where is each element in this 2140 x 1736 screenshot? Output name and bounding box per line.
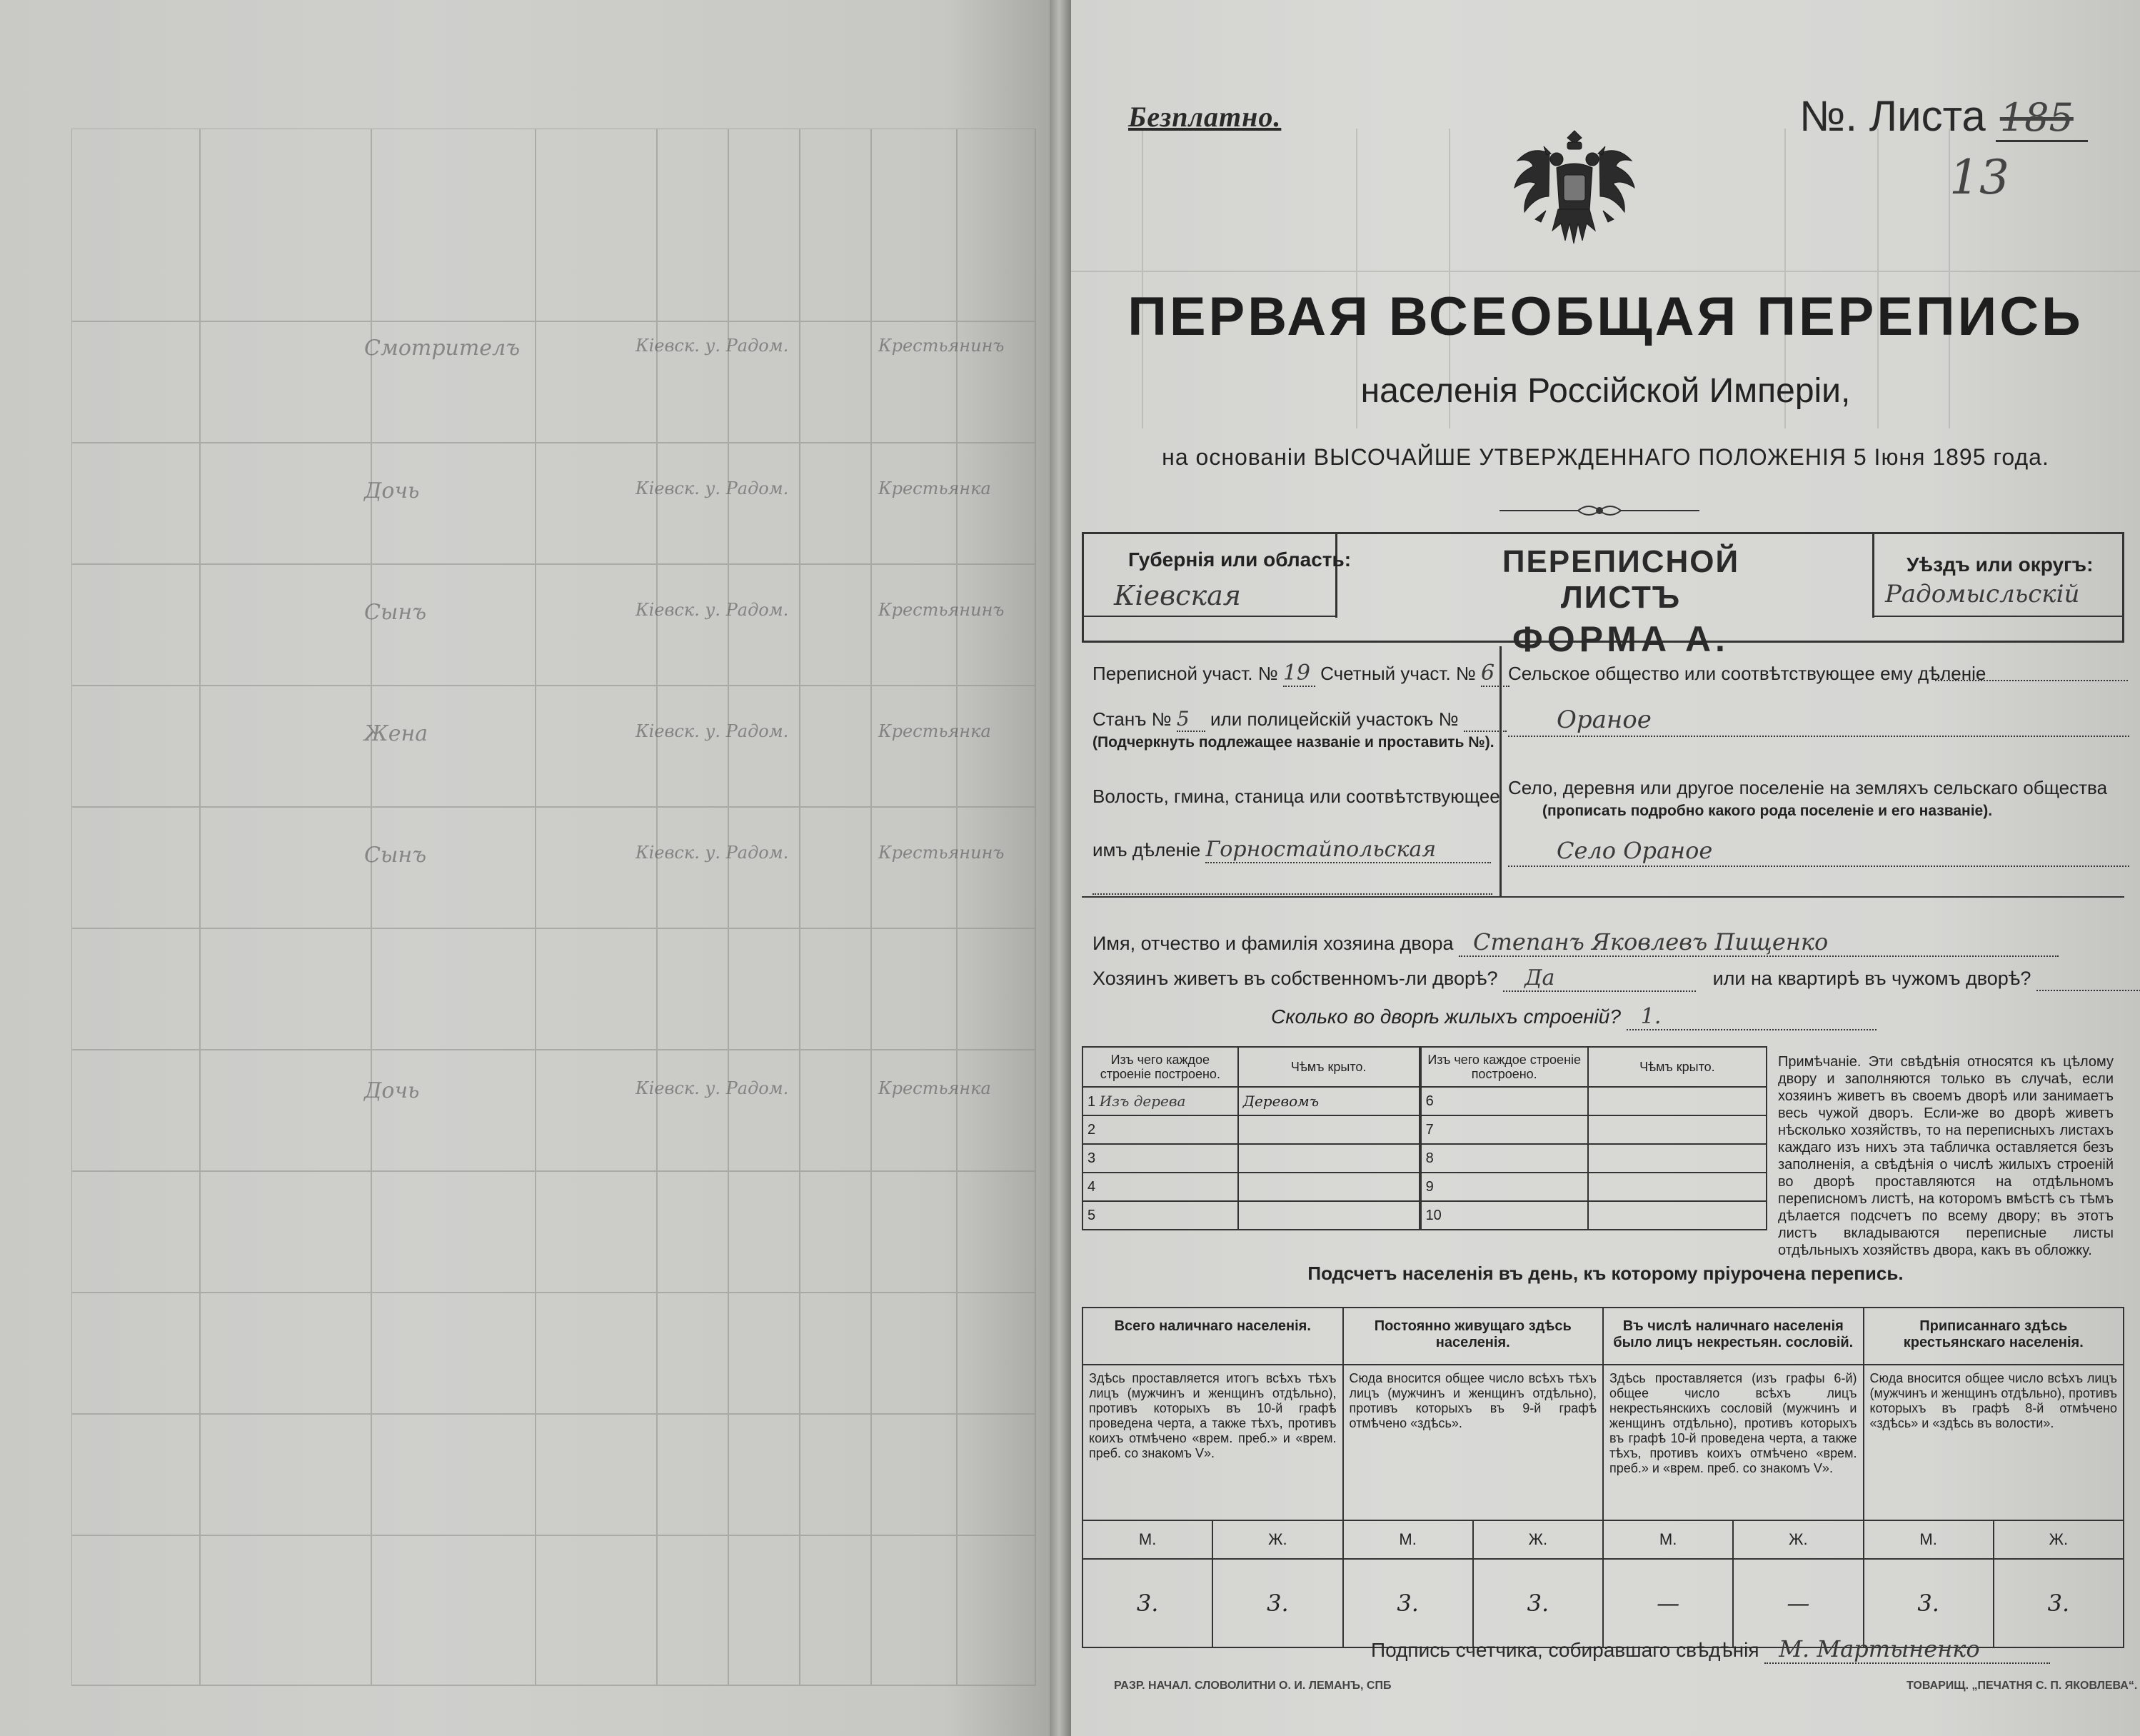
population-mf-row — [1082, 1520, 2124, 1559]
population-head-row — [1082, 1308, 2124, 1365]
census-form-page — [1071, 0, 2140, 1736]
population-head: Въ числѣ наличнаго населенія было лицъ некрестьян. сословій. — [1603, 1308, 1864, 1365]
camp-value: 5 — [1177, 707, 1205, 732]
back-status: Крестьянка — [878, 1078, 991, 1098]
structures-cell: 4 — [1082, 1173, 1238, 1201]
structures-roof — [1588, 1087, 1767, 1115]
population-desc: Сюда вносится общее число всѣхъ тѣхъ лицъ (мужчинъ и женщинъ отдѣльно), противъ которыхъ въ 9-й графѣ отмѣчено «здѣсь». — [1343, 1365, 1604, 1520]
camp-field — [1092, 707, 1507, 732]
structures-cell: 9 — [1420, 1173, 1588, 1201]
back-name: Смотрителъ — [364, 336, 521, 361]
population-desc: Сюда вносится общее число всѣхъ лицъ (мужчинъ и женщинъ отдѣльно), противъ которыхъ въ графѣ 8-й отмѣчено «здѣсь» и «здѣсь въ волости». — [1864, 1365, 2124, 1520]
population-f-value: 3. — [1994, 1559, 2124, 1647]
population-desc: Здѣсь проставляется итогъ всѣхъ тѣхъ лицъ (мужчинъ и женщинъ отдѣльно), противъ которыхъ въ 10-й графѣ проведена черта, а также тѣхъ, противъ коихъ отмѣчено «врем. преб.» и «врем. преб. со знакомъ V». — [1082, 1365, 1343, 1520]
structures-cell: 10 — [1420, 1201, 1588, 1230]
lives-field — [1092, 965, 2140, 992]
structures-cell: 1 Изъ дерева — [1082, 1087, 1238, 1115]
police-label: или полицейскій участокъ № — [1210, 708, 1459, 730]
police-value-blank — [1464, 708, 1507, 732]
society-value-line — [1508, 736, 2129, 737]
structures-row — [1082, 1201, 1767, 1230]
back-status: Крестьянка — [878, 721, 991, 741]
back-name: Сынъ — [364, 843, 427, 868]
society-label-line — [1935, 680, 2128, 681]
province-bottom-rule — [1084, 616, 1337, 617]
population-m-value: 3. — [1343, 1559, 1473, 1647]
structures-col-material: Изъ чего каждое строеніе построено. — [1082, 1047, 1238, 1087]
form-title-line2: ФОРМА А. — [1512, 619, 1729, 659]
structures-cell: 8 — [1420, 1144, 1588, 1173]
structures-cell: 5 — [1082, 1201, 1238, 1230]
population-head: Всего наличнаго населенія. — [1082, 1308, 1343, 1365]
camp-hint: (Подчеркнуть подлежащее названіе и проставить №). — [1092, 734, 1495, 751]
back-status: Крестьянинъ — [878, 600, 1005, 620]
owner-value: Степанъ Яковлевъ Пищенко — [1459, 928, 2059, 957]
structures-table — [1082, 1046, 1767, 1230]
structures-roof — [1238, 1115, 1420, 1144]
census-subtitle: населенія Россійской Имперіи, — [1360, 372, 1851, 410]
back-place: Кіевск. у. Радом. — [636, 721, 789, 741]
census-section-value: 19 — [1283, 661, 1315, 687]
population-head: Постоянно живущаго здѣсь населенія. — [1343, 1308, 1604, 1365]
structures-cell: 6 — [1420, 1087, 1588, 1115]
population-m-value: — — [1603, 1559, 1733, 1647]
back-status: Крестьянка — [878, 478, 991, 498]
owner-field — [1092, 928, 2059, 957]
count-section-value: 6 — [1481, 661, 1509, 687]
camp-label: Станъ № — [1092, 708, 1172, 730]
sheet-number — [1799, 91, 2088, 142]
back-place: Кіевск. у. Радом. — [636, 1078, 789, 1098]
village-hint: (прописать подробно какого рода поселеніе и его названіе). — [1542, 803, 1993, 819]
back-place: Кіевск. у. Радом. — [636, 478, 789, 498]
form-title — [1460, 544, 1782, 660]
census-section-label: Переписной участ. № — [1092, 663, 1278, 684]
volost-extra-line — [1092, 893, 1492, 895]
census-section-field — [1092, 661, 1509, 687]
header-box-right-rule — [2122, 532, 2124, 643]
district-bottom-rule — [1872, 616, 2122, 617]
volost-field — [1092, 837, 1491, 863]
structures-col-material-2: Изъ чего каждое строеніе построено. — [1420, 1047, 1588, 1087]
header-box-top-rule — [1082, 532, 2124, 534]
population-m-value: 3. — [1864, 1559, 1994, 1647]
structures-col-roof: Чѣмъ крыто. — [1238, 1047, 1420, 1087]
buildings-field — [1271, 1004, 1877, 1030]
structures-row — [1082, 1173, 1767, 1201]
signature-label: Подпись счетчика, собиравшаго свѣдѣнія — [1371, 1639, 1759, 1661]
rent-label: или на квартирѣ въ чужомъ дворѣ? — [1712, 968, 2031, 989]
count-section-label: Счетный участ. № — [1320, 663, 1476, 684]
printer-credit-right: ТОВАРИЩ. „ПЕЧАТНЯ С. П. ЯКОВЛЕВА“. — [1907, 1680, 2138, 1692]
header-divider-right — [1872, 532, 1874, 618]
lives-value: Да — [1503, 965, 1696, 992]
buildings-value: 1. — [1627, 1004, 1877, 1030]
society-value: Ораное — [1557, 706, 1652, 734]
volost-label-1: Волость, гмина, станица или соотвѣтствующее — [1092, 786, 1500, 807]
village-label: Село, деревня или другое поселеніе на земляхъ сельскаго общества — [1508, 777, 2108, 798]
structures-roof: Деревомъ — [1238, 1087, 1420, 1115]
back-place: Кіевск. у. Радом. — [636, 843, 789, 863]
rent-value-blank — [2036, 968, 2140, 991]
population-m-value: 3. — [1082, 1559, 1212, 1647]
volost-label-2: имъ дѣленіе — [1092, 839, 1201, 861]
population-value-row — [1082, 1559, 2124, 1647]
census-title: ПЕРВАЯ ВСЕОБЩАЯ ПЕРЕПИСЬ — [1127, 286, 2084, 347]
population-f-label: Ж. — [1473, 1520, 1603, 1559]
signature-field — [1371, 1635, 2050, 1664]
owner-label: Имя, отчество и фамилія хозяина двора — [1092, 933, 1454, 954]
sheet-number-value: 185 — [1996, 95, 2088, 142]
back-name: Жена — [364, 721, 428, 746]
population-title: Подсчетъ населенія въ день, къ которому пріурочена перепись. — [1307, 1263, 1904, 1284]
back-place: Кіевск. у. Радом. — [636, 600, 789, 620]
structures-roof — [1588, 1173, 1767, 1201]
structures-roof — [1238, 1144, 1420, 1173]
population-f-value: 3. — [1212, 1559, 1342, 1647]
structures-row — [1082, 1115, 1767, 1144]
free-label: Безплатно. — [1128, 101, 1282, 133]
structures-roof — [1588, 1115, 1767, 1144]
society-label: Сельское общество или соотвѣтствующее ему дѣленіе — [1508, 663, 1986, 684]
back-page — [0, 0, 1050, 1736]
village-value-line — [1508, 866, 2129, 867]
fields-bottom-rule — [1082, 896, 2124, 898]
back-name: Сынъ — [364, 600, 427, 625]
district-value: Радомысльскій — [1885, 580, 2080, 608]
structures-roof — [1238, 1173, 1420, 1201]
population-f-label: Ж. — [1994, 1520, 2124, 1559]
population-head: Приписаннаго здѣсь крестьянскаго населенія. — [1864, 1308, 2124, 1365]
population-f-value: 3. — [1473, 1559, 1603, 1647]
back-place: Кіевск. у. Радом. — [636, 336, 789, 356]
structures-row — [1082, 1144, 1767, 1173]
structures-cell: 3 — [1082, 1144, 1238, 1173]
population-desc-row — [1082, 1365, 2124, 1520]
structures-col-roof-2: Чѣмъ крыто. — [1588, 1047, 1767, 1087]
province-value: Кіевская — [1114, 580, 1241, 611]
structures-roof — [1588, 1201, 1767, 1230]
back-status: Крестьянинъ — [878, 336, 1005, 356]
structures-cell: 2 — [1082, 1115, 1238, 1144]
district-label: Уѣздъ или округъ: — [1907, 553, 2094, 576]
structures-header-row — [1082, 1047, 1767, 1087]
structures-roof — [1238, 1201, 1420, 1230]
population-f-label: Ж. — [1212, 1520, 1342, 1559]
population-m-label: М. — [1603, 1520, 1733, 1559]
population-m-label: М. — [1343, 1520, 1473, 1559]
population-desc: Здѣсь проставляется (изъ графы 6-й) общее число всѣхъ лицъ некрестьянскихъ сословій (мужчинъ и женщинъ отдѣльно), противъ которыхъ въ графѣ 10-й проведена черта, а также тѣхъ, противъ коихъ отмѣчено «врем. преб.» и «врем. преб. со знакомъ V». — [1603, 1365, 1864, 1520]
population-m-label: М. — [1864, 1520, 1994, 1559]
sheet-number-handwritten: 13 — [1949, 150, 2009, 205]
back-name: Дочь — [364, 1078, 420, 1103]
back-page-grid — [71, 129, 1043, 1700]
structures-note: Примѣчаніе. Эти свѣдѣнія относятся къ цѣлому двору и заполняются только въ случаѣ, если хозяинъ живетъ въ своемъ дворѣ или занимаетъ весь чужой дворъ. Если-же во дворѣ живетъ нѣсколько хозяйствъ, то на переписныхъ листахъ каждаго изъ нихъ эта табличка оставляется безъ заполненія, а свѣдѣнія о числѣ жилыхъ строеній во дворѣ проставляются на отдѣльномъ переписномъ листѣ, на которомъ вмѣстѣ съ тѣмъ дѣлается подсчетъ по всему двору; въ этотъ листъ вкладываются переписные листы отдѣльныхъ хозяйствъ двора, какъ въ обложку. — [1778, 1054, 2114, 1258]
population-m-label: М. — [1082, 1520, 1212, 1559]
ornament-divider-icon — [1492, 500, 1707, 521]
population-f-label: Ж. — [1733, 1520, 1863, 1559]
header-box-left-rule — [1082, 532, 1084, 643]
structures-material: Изъ дерева — [1099, 1092, 1186, 1110]
structures-row — [1082, 1087, 1767, 1115]
structures-roof — [1588, 1144, 1767, 1173]
volost-value: Горностайпольская — [1205, 837, 1491, 863]
back-status: Крестьянинъ — [878, 843, 1005, 863]
form-title-line1: ПЕРЕПИСНОЙ ЛИСТЪ — [1502, 544, 1740, 615]
village-value: Село Ораное — [1557, 837, 1713, 864]
population-table — [1082, 1307, 2124, 1648]
imperial-eagle-icon — [1507, 125, 1642, 261]
census-legal-basis: на основаніи ВЫСОЧАЙШЕ УТВЕРЖДЕННАГО ПОЛОЖЕНІЯ 5 Іюня 1895 года. — [1162, 444, 2049, 470]
header-divider-left — [1335, 532, 1337, 618]
province-label: Губернія или область: — [1128, 548, 1352, 571]
population-f-value: — — [1733, 1559, 1863, 1647]
back-name: Дочь — [364, 478, 420, 503]
sheet-number-label: №. Листа — [1799, 92, 1986, 140]
book-spine — [1050, 0, 1071, 1736]
structures-cell: 7 — [1420, 1115, 1588, 1144]
signature-value: М. Мартыненко — [1764, 1635, 2050, 1664]
printer-credit-left: РАЗР. НАЧАЛ. СЛОВОЛИТНИ О. И. ЛЕМАНЪ, СПБ — [1114, 1680, 1392, 1692]
lives-label: Хозяинъ живетъ въ собственномъ-ли дворѣ? — [1092, 968, 1498, 989]
buildings-label: Сколько во дворѣ жилыхъ строеній? — [1271, 1005, 1621, 1028]
